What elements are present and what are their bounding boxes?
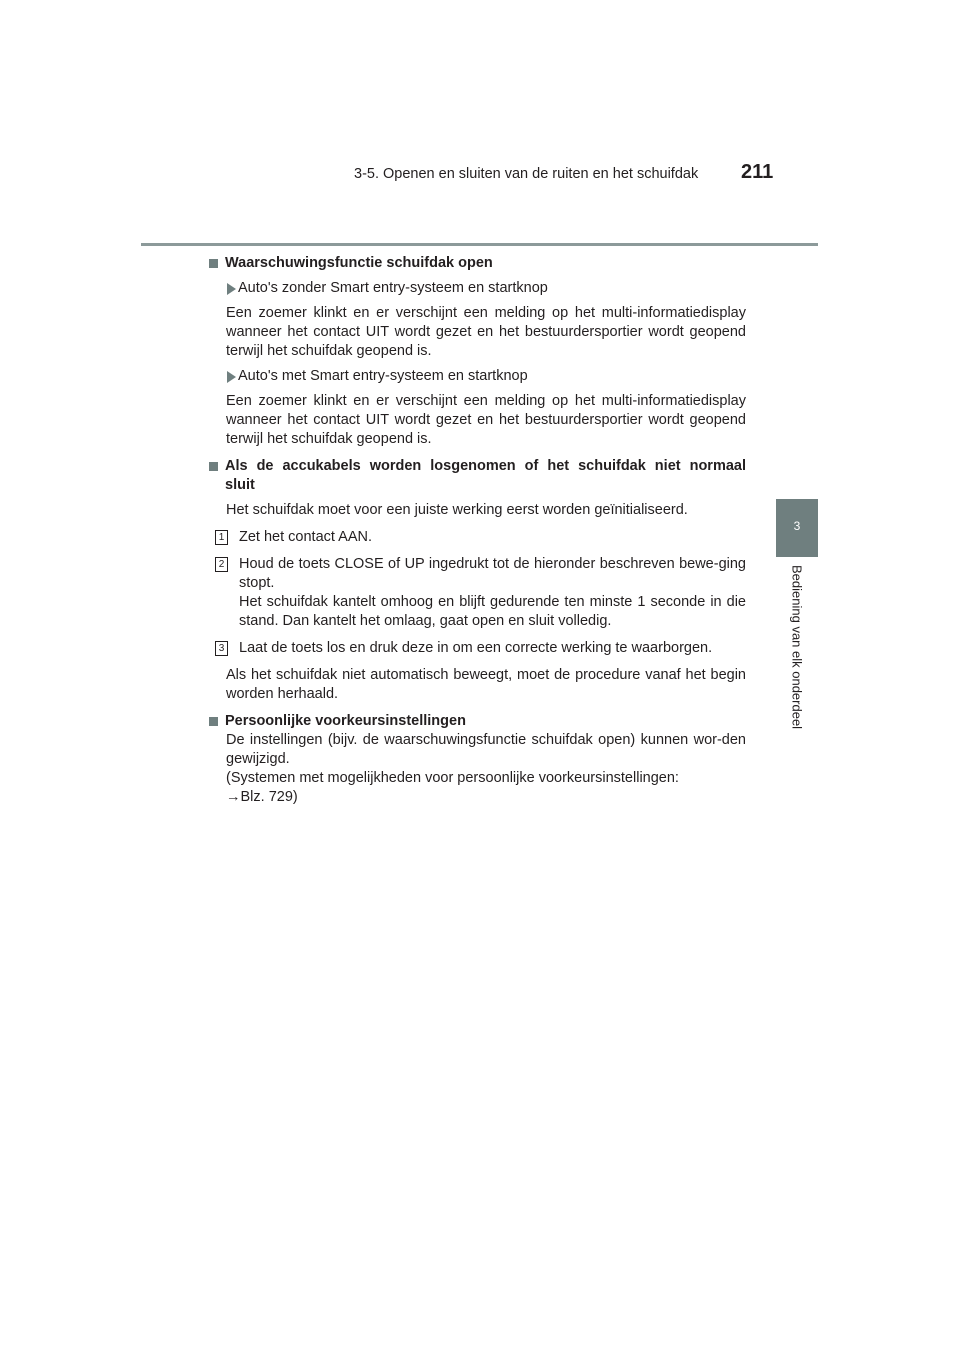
step-item <box>209 639 746 658</box>
section-heading <box>209 457 746 495</box>
step-item <box>209 555 746 631</box>
page-reference[interactable] <box>209 788 746 807</box>
step-text: Laat de toets los en druk deze in om een correcte werking te waarborgen. <box>239 640 713 656</box>
square-bullet-icon <box>209 717 218 726</box>
section-heading-line1: Als de accukabels worden losgenomen of het schuifdak niet normaal <box>225 458 746 474</box>
square-bullet-icon <box>209 462 218 471</box>
paragraph: De instellingen (bijv. de waarschuwingsfunctie schuifdak open) kunnen wor-den gewijzigd. <box>226 732 746 767</box>
subheading <box>209 279 746 298</box>
chapter-tab <box>776 499 818 557</box>
arrow-right-icon: → <box>226 789 241 805</box>
section-heading-line2: sluit <box>225 477 255 493</box>
section-heading <box>209 712 746 731</box>
paragraph: Als het schuifdak niet automatisch beweegt, moet de procedure vanaf het begin worden herhaald. <box>226 667 746 702</box>
step-item <box>209 528 746 547</box>
triangle-bullet-icon <box>227 371 236 383</box>
step-text: Houd de toets CLOSE of UP ingedrukt tot de hieronder beschreven bewe-ging stopt. <box>239 556 746 591</box>
section-personal <box>209 712 746 807</box>
page-number: 211 <box>741 161 774 183</box>
page-body <box>209 254 746 807</box>
section-heading-text: Persoonlijke voorkeursinstellingen <box>225 713 466 729</box>
step-number: 2 <box>215 557 228 572</box>
paragraph: Het schuifdak moet voor een juiste werking eerst worden geïnitialiseerd. <box>226 502 688 518</box>
chapter-side-label <box>775 565 819 765</box>
step-text-detail: Het schuifdak kantelt omhoog en blijft gedurende ten minste 1 seconde in die stand. Dan kantelt het omlaag, gaat open en sluit volledig. <box>239 594 746 629</box>
paragraph: (Systemen met mogelijkheden voor persoonlijke voorkeursinstellingen: <box>226 770 679 786</box>
subheading-text: Auto's met Smart entry-systeem en startknop <box>238 368 528 384</box>
section-title: 3-5. Openen en sluiten van de ruiten en het schuifdak <box>354 166 699 182</box>
header-divider <box>141 243 818 246</box>
section-heading-text: Waarschuwingsfunctie schuifdak open <box>225 255 493 271</box>
chapter-label-text: Bediening van elk onderdeel <box>789 565 805 730</box>
page-reference-text: Blz. 729) <box>240 789 298 805</box>
square-bullet-icon <box>209 259 218 268</box>
page-header <box>0 0 960 250</box>
triangle-bullet-icon <box>227 283 236 295</box>
step-number: 1 <box>215 530 228 545</box>
chapter-number: 3 <box>793 519 801 533</box>
paragraph: Een zoemer klinkt en er verschijnt een melding op het multi-informatiedisplay wanneer het contact UIT wordt gezet en het bestuurdersportier wordt geopend terwijl het schuifdak geopend is. <box>226 305 746 359</box>
step-number: 3 <box>215 641 228 656</box>
step-text: Zet het contact AAN. <box>239 529 372 545</box>
section-battery <box>209 457 746 704</box>
section-warning <box>209 254 746 449</box>
section-heading <box>209 254 746 273</box>
paragraph: Een zoemer klinkt en er verschijnt een melding op het multi-informatiedisplay wanneer het contact UIT wordt gezet en het bestuurdersportier wordt geopend terwijl het schuifdak geopend is. <box>226 393 746 447</box>
subheading <box>209 367 746 386</box>
subheading-text: Auto's zonder Smart entry-systeem en startknop <box>238 280 548 296</box>
